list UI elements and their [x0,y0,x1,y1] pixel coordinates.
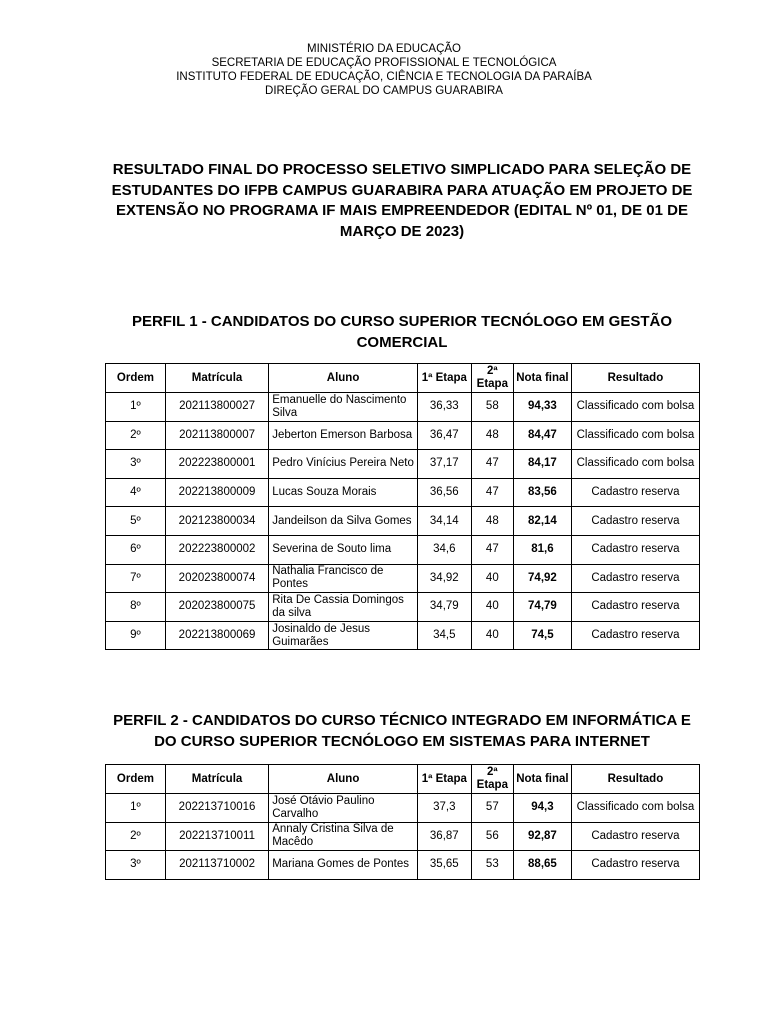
cell-ordem: 2º [106,822,166,851]
cell-matricula: 202023800074 [165,564,268,593]
table-row [106,478,700,507]
perfil-2-title: PERFIL 2 - CANDIDATOS DO CURSO TÉCNICO INTEGRADO EM INFORMÁTICA E DO CURSO SUPERIOR TECNÓLOGO EM SISTEMAS PARA INTERNET [113,712,691,750]
document-title: RESULTADO FINAL DO PROCESSO SELETIVO SIMPLICADO PARA SELEÇÃO DE ESTUDANTES DO IFPB CAMPUS GUARABIRA PARA ATUAÇÃO EM PROJETO DE EXTENSÃO NO PROGRAMA IF MAIS EMPREENDEDOR (EDITAL Nº 01, DE 01 DE MARÇO DE 2023) [111,161,693,240]
col-header-resultado: Resultado [571,364,699,393]
col-header-aluno: Aluno [269,364,418,393]
document-header [0,42,768,98]
perfil-1-title: PERFIL 1 - CANDIDATOS DO CURSO SUPERIOR TECNÓLOGO EM GESTÃO COMERCIAL [131,313,673,351]
cell-aluno: José Otávio Paulino Carvalho [269,794,418,823]
cell-etapa-1: 36,47 [417,421,471,450]
cell-aluno: Annaly Cristina Silva de Macêdo [269,822,418,851]
cell-nota-final: 74,92 [514,564,572,593]
col-header-matricula: Matrícula [165,765,268,794]
cell-etapa-2: 48 [471,421,513,450]
table-row [106,794,700,823]
cell-matricula: 202223800001 [165,450,268,479]
cell-ordem: 6º [106,535,166,564]
cell-ordem: 5º [106,507,166,536]
header-line-ministerio: MINISTÉRIO DA EDUCAÇÃO [307,43,461,55]
table-row [106,593,700,622]
cell-etapa-2: 40 [471,564,513,593]
cell-etapa-2: 58 [471,393,513,422]
cell-resultado: Classificado com bolsa [571,450,699,479]
cell-etapa-2: 56 [471,822,513,851]
cell-etapa-1: 34,14 [417,507,471,536]
cell-matricula: 202223800002 [165,535,268,564]
cell-matricula: 202113800007 [165,421,268,450]
cell-aluno: Nathalia Francisco de Pontes [269,564,418,593]
cell-ordem: 8º [106,593,166,622]
col-header-resultado: Resultado [571,765,699,794]
cell-resultado: Cadastro reserva [571,851,699,880]
cell-matricula: 202213710016 [165,794,268,823]
table-row [106,393,700,422]
cell-etapa-1: 36,33 [417,393,471,422]
table-row [106,535,700,564]
cell-resultado: Cadastro reserva [571,822,699,851]
cell-resultado: Cadastro reserva [571,621,699,650]
cell-etapa-2: 57 [471,794,513,823]
cell-nota-final: 84,17 [514,450,572,479]
perfil-1-table [105,363,700,650]
cell-ordem: 7º [106,564,166,593]
cell-etapa-1: 34,92 [417,564,471,593]
cell-etapa-2: 40 [471,621,513,650]
cell-etapa-1: 34,79 [417,593,471,622]
cell-resultado: Classificado com bolsa [571,393,699,422]
header-line-secretaria: SECRETARIA DE EDUCAÇÃO PROFISSIONAL E TECNOLÓGICA [211,57,557,69]
cell-etapa-2: 48 [471,507,513,536]
col-header-aluno: Aluno [269,765,418,794]
cell-matricula: 202213800069 [165,621,268,650]
col-header-ordem: Ordem [106,765,166,794]
cell-aluno: Pedro Vinícius Pereira Neto [269,450,418,479]
cell-resultado: Cadastro reserva [571,593,699,622]
col-header-etapa-1: 1ª Etapa [417,765,471,794]
col-header-etapa-2: 2ª Etapa [471,364,513,393]
cell-aluno: Josinaldo de Jesus Guimarães [269,621,418,650]
cell-resultado: Cadastro reserva [571,507,699,536]
table-row [106,450,700,479]
cell-etapa-2: 40 [471,593,513,622]
cell-ordem: 3º [106,851,166,880]
table-header-row [106,364,700,393]
cell-matricula: 202213800009 [165,478,268,507]
cell-resultado: Classificado com bolsa [571,794,699,823]
cell-nota-final: 74,5 [514,621,572,650]
cell-etapa-2: 53 [471,851,513,880]
col-header-ordem: Ordem [106,364,166,393]
header-line-instituto: INSTITUTO FEDERAL DE EDUCAÇÃO, CIÊNCIA E TECNOLOGIA DA PARAÍBA [176,71,592,83]
cell-resultado: Cadastro reserva [571,564,699,593]
cell-matricula: 202113710002 [165,851,268,880]
col-header-nota-final: Nota final [514,364,572,393]
cell-ordem: 2º [106,421,166,450]
cell-aluno: Emanuelle do Nascimento Silva [269,393,418,422]
cell-etapa-1: 35,65 [417,851,471,880]
cell-aluno: Rita De Cassia Domingos da silva [269,593,418,622]
table-row [106,564,700,593]
table-row [106,851,700,880]
cell-nota-final: 92,87 [514,822,572,851]
col-header-etapa-2: 2ª Etapa [471,765,513,794]
cell-matricula: 202023800075 [165,593,268,622]
cell-etapa-1: 37,3 [417,794,471,823]
cell-ordem: 3º [106,450,166,479]
cell-nota-final: 84,47 [514,421,572,450]
cell-aluno: Lucas Souza Morais [269,478,418,507]
cell-etapa-2: 47 [471,535,513,564]
cell-etapa-1: 36,56 [417,478,471,507]
col-header-etapa-1: 1ª Etapa [417,364,471,393]
cell-etapa-2: 47 [471,478,513,507]
cell-nota-final: 94,33 [514,393,572,422]
cell-etapa-2: 47 [471,450,513,479]
cell-nota-final: 83,56 [514,478,572,507]
cell-matricula: 202123800034 [165,507,268,536]
table-header-row [106,765,700,794]
cell-etapa-1: 36,87 [417,822,471,851]
table-row [106,507,700,536]
cell-nota-final: 81,6 [514,535,572,564]
cell-resultado: Cadastro reserva [571,535,699,564]
cell-ordem: 9º [106,621,166,650]
col-header-nota-final: Nota final [514,765,572,794]
cell-nota-final: 74,79 [514,593,572,622]
table-row [106,421,700,450]
cell-aluno: Mariana Gomes de Pontes [269,851,418,880]
table-row [106,822,700,851]
cell-nota-final: 82,14 [514,507,572,536]
cell-ordem: 1º [106,393,166,422]
cell-aluno: Jeberton Emerson Barbosa [269,421,418,450]
table-row [106,621,700,650]
cell-resultado: Classificado com bolsa [571,421,699,450]
col-header-matricula: Matrícula [165,364,268,393]
cell-matricula: 202213710011 [165,822,268,851]
cell-aluno: Severina de Souto lima [269,535,418,564]
cell-nota-final: 88,65 [514,851,572,880]
header-line-direcao: DIREÇÃO GERAL DO CAMPUS GUARABIRA [265,85,503,97]
cell-ordem: 1º [106,794,166,823]
perfil-2-table [105,764,700,880]
cell-resultado: Cadastro reserva [571,478,699,507]
cell-etapa-1: 34,5 [417,621,471,650]
cell-nota-final: 94,3 [514,794,572,823]
cell-ordem: 4º [106,478,166,507]
cell-etapa-1: 37,17 [417,450,471,479]
cell-aluno: Jandeilson da Silva Gomes [269,507,418,536]
cell-matricula: 202113800027 [165,393,268,422]
cell-etapa-1: 34,6 [417,535,471,564]
